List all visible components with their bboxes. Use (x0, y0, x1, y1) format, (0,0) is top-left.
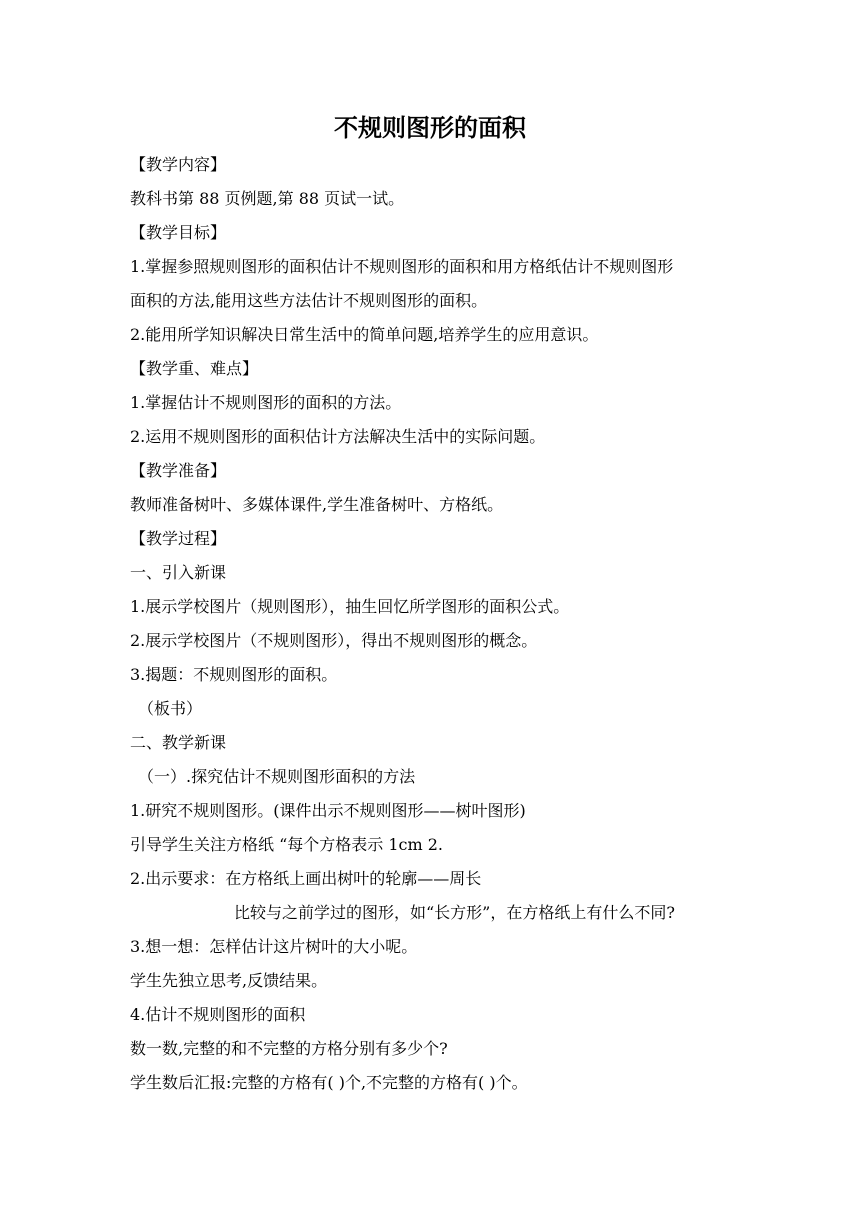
paragraph-line: 2.出示要求：在方格纸上画出树叶的轮廓——周长 (130, 869, 482, 888)
paragraph-line: 教师准备树叶、多媒体课件,学生准备树叶、方格纸。 (130, 495, 504, 514)
section-heading-process: 【教学过程】 (130, 529, 227, 548)
section-heading-goals: 【教学目标】 (130, 223, 227, 242)
paragraph-line: 教科书第 88 页例题,第 88 页试一试。 (130, 189, 405, 208)
paragraph-line: 3.想一想：怎样估计这片树叶的大小呢。 (130, 937, 418, 956)
paragraph-line: 学生数后汇报:完整的方格有( )个,不完整的方格有( )个。 (130, 1073, 528, 1092)
section-heading-key-points: 【教学重、难点】 (130, 359, 259, 378)
paragraph-line: 1.研究不规则图形。(课件出示不规则图形——树叶图形) (130, 801, 526, 820)
paragraph-line: 3.揭题：不规则图形的面积。 (130, 665, 338, 684)
paragraph-line: 2.能用所学知识解决日常生活中的简单问题,培养学生的应用意识。 (130, 325, 599, 344)
subsection-heading: 一、引入新课 (130, 563, 227, 582)
paragraph-line: 1.掌握估计不规则图形的面积的方法。 (130, 393, 402, 412)
paragraph-line: 4.估计不规则图形的面积 (130, 1005, 306, 1024)
paragraph-line: 引导学生关注方格纸 “每个方格表示 1cm 2. (130, 835, 444, 854)
paragraph-line: 1.展示学校图片（规则图形），抽生回忆所学图形的面积公式。 (130, 597, 570, 616)
paragraph-line: 比较与之前学过的图形，如“长方形”，在方格纸上有什么不同? (234, 903, 675, 922)
paragraph-line: 数一数,完整的和不完整的方格分别有多少个? (130, 1039, 448, 1058)
paragraph-line: 面积的方法,能用这些方法估计不规则图形的面积。 (130, 291, 488, 310)
paragraph-line: 2.展示学校图片（不规则图形），得出不规则图形的概念。 (130, 631, 538, 650)
document-title: 不规则图形的面积 (334, 114, 526, 142)
paragraph-line: 2.运用不规则图形的面积估计方法解决生活中的实际问题。 (130, 427, 546, 446)
section-heading-content: 【教学内容】 (130, 155, 227, 174)
section-heading-preparation: 【教学准备】 (130, 461, 227, 480)
paragraph-line: （板书） (138, 699, 203, 718)
paragraph-line: （一）.探究估计不规则图形面积的方法 (138, 767, 416, 786)
paragraph-line: 学生先独立思考,反馈结果。 (130, 971, 328, 990)
subsection-heading: 二、教学新课 (130, 733, 227, 752)
paragraph-line: 1.掌握参照规则图形的面积估计不规则图形的面积和用方格纸估计不规则图形 (130, 257, 674, 276)
